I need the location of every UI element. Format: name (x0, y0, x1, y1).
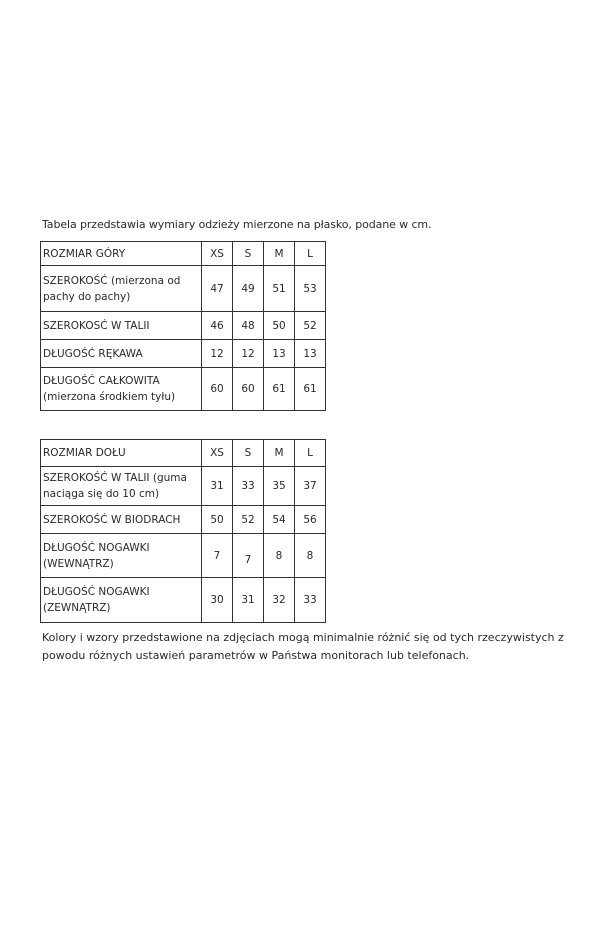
disclaimer-line: powodu różnych ustawień parametrów w Państwa monitorach lub telefonach. (42, 649, 470, 662)
table-header-row (41, 242, 326, 266)
table-cell: 51 (264, 266, 295, 312)
row-label (41, 266, 202, 312)
table-cell: 8 (264, 534, 295, 578)
table-cell: 32 (264, 578, 295, 623)
table-cell: 61 (264, 368, 295, 411)
disclaimer-note (42, 629, 582, 665)
table-row (41, 578, 326, 623)
table-cell: 37 (295, 467, 326, 506)
header-cell: L (295, 440, 326, 467)
header-cell: L (295, 242, 326, 266)
table-cell: 50 (264, 312, 295, 340)
table-row (41, 467, 326, 506)
header-cell: XS (202, 242, 233, 266)
table-cell: 60 (202, 368, 233, 411)
row-label-line: DŁUGOŚĆ CAŁKOWITA (43, 375, 160, 387)
table-cell: 12 (233, 340, 264, 368)
row-label-line: DŁUGOŚĆ NOGAWKI (43, 586, 150, 598)
table-cell: 7 (233, 534, 264, 578)
header-cell: XS (202, 440, 233, 467)
row-label (41, 534, 202, 578)
table-row (41, 534, 326, 578)
table-cell: 52 (233, 506, 264, 534)
table-cell: 8 (295, 534, 326, 578)
table-header-row (41, 440, 326, 467)
header-cell: S (233, 440, 264, 467)
row-label-line: SZEROKOSĆ W TALII (43, 319, 150, 332)
header-cell: S (233, 242, 264, 266)
table-cell: 61 (295, 368, 326, 411)
table-cell: 49 (233, 266, 264, 312)
top-size-table (40, 241, 326, 411)
table-cell: 60 (233, 368, 264, 411)
disclaimer-line: Kolory i wzory przedstawione na zdjęciach mogą minimalnie różnić się od tych rzeczywistych z (42, 631, 564, 644)
table-cell: 48 (233, 312, 264, 340)
row-label-line: DŁUGOŚĆ RĘKAWA (43, 347, 143, 360)
bottom-size-table (40, 439, 326, 623)
row-label (41, 578, 202, 623)
table-cell: 31 (233, 578, 264, 623)
row-label-line: (mierzona środkiem tyłu) (43, 391, 176, 403)
row-label-line: (ZEWNĄTRZ) (43, 602, 111, 614)
row-label (41, 506, 202, 534)
table-cell: 46 (202, 312, 233, 340)
row-label (41, 467, 202, 506)
table-cell: 33 (295, 578, 326, 623)
table-row (41, 506, 326, 534)
row-label (41, 340, 202, 368)
header-cell: M (264, 242, 295, 266)
row-label-line: SZEROKOŚĆ W BIODRACH (43, 513, 181, 526)
table-cell: 54 (264, 506, 295, 534)
row-label-line: DŁUGOŚĆ NOGAWKI (43, 541, 150, 554)
row-label (41, 368, 202, 411)
table-cell: 7 (202, 534, 233, 578)
row-label (41, 312, 202, 340)
table-row (41, 340, 326, 368)
table-cell: 31 (202, 467, 233, 506)
table-cell: 13 (264, 340, 295, 368)
table-cell: 50 (202, 506, 233, 534)
table-cell: 33 (233, 467, 264, 506)
row-label-line: SZEROKOŚĆ (mierzona od (43, 274, 181, 287)
table-cell: 12 (202, 340, 233, 368)
table-cell: 53 (295, 266, 326, 312)
table-cell: 13 (295, 340, 326, 368)
table-cell: 35 (264, 467, 295, 506)
table-row (41, 368, 326, 411)
row-label-line: pachy do pachy) (43, 290, 131, 303)
table-cell: 56 (295, 506, 326, 534)
table-cell: 52 (295, 312, 326, 340)
intro-text: Tabela przedstawia wymiary odzieży mierzone na płasko, podane w cm. (42, 218, 432, 231)
row-label-line: naciąga się do 10 cm) (43, 488, 160, 500)
table-cell: 47 (202, 266, 233, 312)
table-row (41, 312, 326, 340)
header-cell: M (264, 440, 295, 467)
header-cell: ROZMIAR GÓRY (41, 242, 202, 266)
table-row (41, 266, 326, 312)
row-label-line: SZEROKOŚĆ W TALII (guma (43, 472, 187, 484)
header-cell: ROZMIAR DOŁU (41, 440, 202, 467)
row-label-line: (WEWNĄTRZ) (43, 557, 114, 570)
table-cell: 30 (202, 578, 233, 623)
